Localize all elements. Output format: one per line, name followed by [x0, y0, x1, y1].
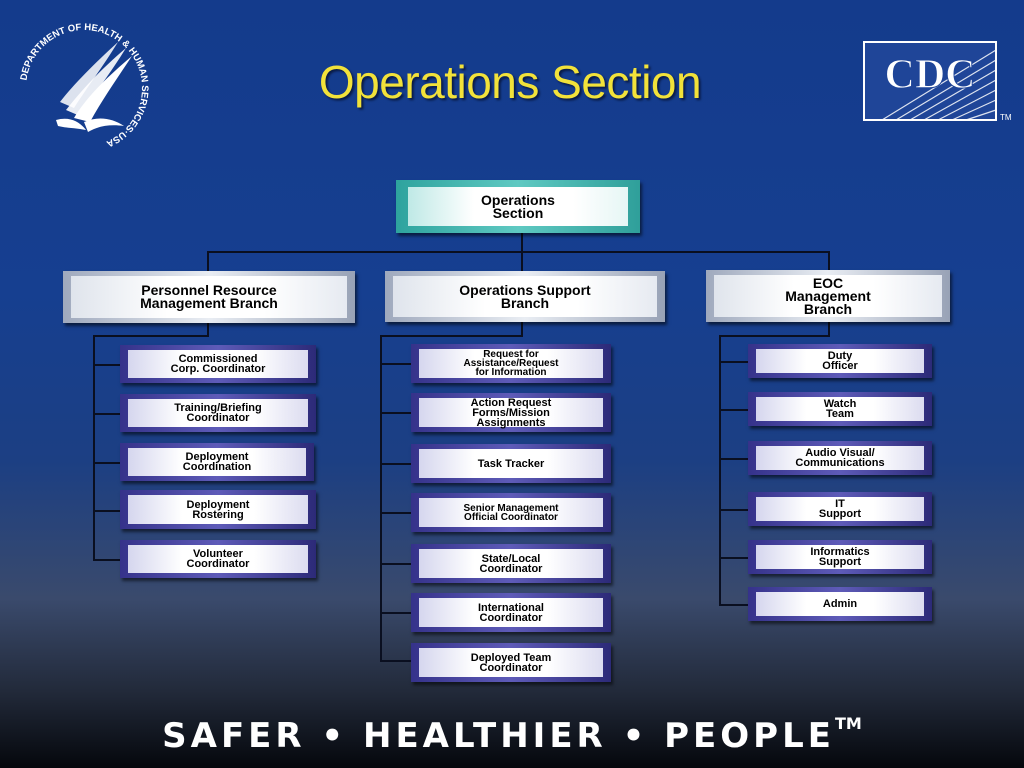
connector-b1-item	[93, 462, 121, 464]
connector-b3-item	[719, 557, 749, 559]
connector-b2-top	[380, 335, 523, 337]
connector-b1-top	[93, 335, 209, 337]
branch-personnel-resource	[63, 271, 355, 323]
connector-b2-item	[380, 660, 412, 662]
org-unit-label: Senior Management Official Coordinator	[419, 498, 603, 527]
connector-b3-down	[828, 322, 830, 336]
org-unit-label: International Coordinator	[419, 598, 603, 627]
connector-branch-2	[521, 251, 523, 271]
branch-label: Personnel Resource Management Branch	[71, 276, 347, 318]
connector-b3-item	[719, 409, 749, 411]
org-unit-box	[411, 544, 611, 583]
org-unit-label: Audio Visual/ Communications	[756, 446, 924, 470]
org-unit-label: Request for Assistance/Request for Information	[419, 349, 603, 378]
connector-b2-item	[380, 612, 412, 614]
org-unit-box	[411, 393, 611, 432]
branch-label: EOC Management Branch	[714, 275, 942, 317]
connector-b1-item	[93, 510, 121, 512]
connector-b2-down	[521, 322, 523, 336]
org-unit-label: Deployed Team Coordinator	[419, 648, 603, 677]
connector-b3-top	[719, 335, 830, 337]
connector-branch-3	[828, 251, 830, 271]
connector-b3-item	[719, 604, 749, 606]
org-unit-label: State/Local Coordinator	[419, 549, 603, 578]
org-unit-box	[411, 593, 611, 632]
org-unit-box	[748, 587, 932, 621]
org-unit-label: IT Support	[756, 497, 924, 521]
connector-root	[521, 232, 523, 252]
cdc-logo	[862, 40, 1012, 122]
org-unit-box	[748, 540, 932, 574]
connector-b2-item	[380, 412, 412, 414]
org-unit-label: Watch Team	[756, 397, 924, 421]
connector-b1-spine	[93, 335, 95, 561]
org-unit-box	[411, 493, 611, 532]
org-unit-label: Admin	[756, 592, 924, 616]
org-unit-box	[120, 490, 316, 529]
org-unit-label: Training/Briefing Coordinator	[128, 399, 308, 427]
page-title: Operations Section	[318, 56, 702, 108]
org-unit-box	[411, 444, 611, 483]
svg-text:TM: TM	[1000, 113, 1012, 122]
org-unit-box	[120, 394, 316, 432]
org-unit-box	[748, 344, 932, 378]
org-unit-label: Informatics Support	[756, 545, 924, 569]
org-unit-label: Task Tracker	[419, 449, 603, 478]
connector-b2-item	[380, 363, 412, 365]
connector-b3-item	[719, 509, 749, 511]
footer-slogan	[0, 714, 1024, 756]
org-unit-box	[411, 643, 611, 682]
org-unit-box	[120, 345, 316, 383]
branch-eoc-management	[706, 270, 950, 322]
connector-b3-item	[719, 361, 749, 363]
connector-branch-bar	[207, 251, 830, 253]
connector-b3-spine	[719, 335, 721, 605]
org-root-label: Operations Section	[408, 187, 628, 226]
slogan-text: SAFER • HEALTHIER • PEOPLE	[162, 716, 835, 756]
org-unit-box	[748, 441, 932, 475]
svg-text:DEPARTMENT OF HEALTH & HUMAN S: DEPARTMENT OF HEALTH & HUMAN SERVICES·USA	[18, 21, 151, 150]
org-unit-label: Volunteer Coordinator	[128, 545, 308, 573]
trademark-mark: TM	[835, 714, 862, 733]
connector-b2-item	[380, 512, 412, 514]
org-unit-box	[411, 344, 611, 383]
connector-branch-1	[207, 251, 209, 271]
connector-b1-item	[93, 364, 121, 366]
connector-b2-item	[380, 563, 412, 565]
connector-b3-item	[719, 458, 749, 460]
connector-b2-item	[380, 463, 412, 465]
org-unit-label: Commissioned Corp. Coordinator	[128, 350, 308, 378]
org-unit-box	[120, 443, 314, 481]
branch-label: Operations Support Branch	[393, 276, 657, 317]
org-root-box	[396, 180, 640, 233]
org-unit-label: Duty Officer	[756, 349, 924, 373]
hhs-eagle-logo	[14, 18, 154, 158]
org-unit-label: Deployment Rostering	[128, 495, 308, 524]
branch-operations-support	[385, 271, 665, 322]
connector-b1-item	[93, 559, 121, 561]
org-unit-box	[748, 492, 932, 526]
connector-b1-down	[207, 322, 209, 336]
org-unit-box	[120, 540, 316, 578]
connector-b1-item	[93, 413, 121, 415]
org-unit-label: Deployment Coordination	[128, 448, 306, 476]
org-unit-label: Action Request Forms/Mission Assignments	[419, 398, 603, 427]
svg-text:CDC: CDC	[884, 52, 976, 98]
org-unit-box	[748, 392, 932, 426]
